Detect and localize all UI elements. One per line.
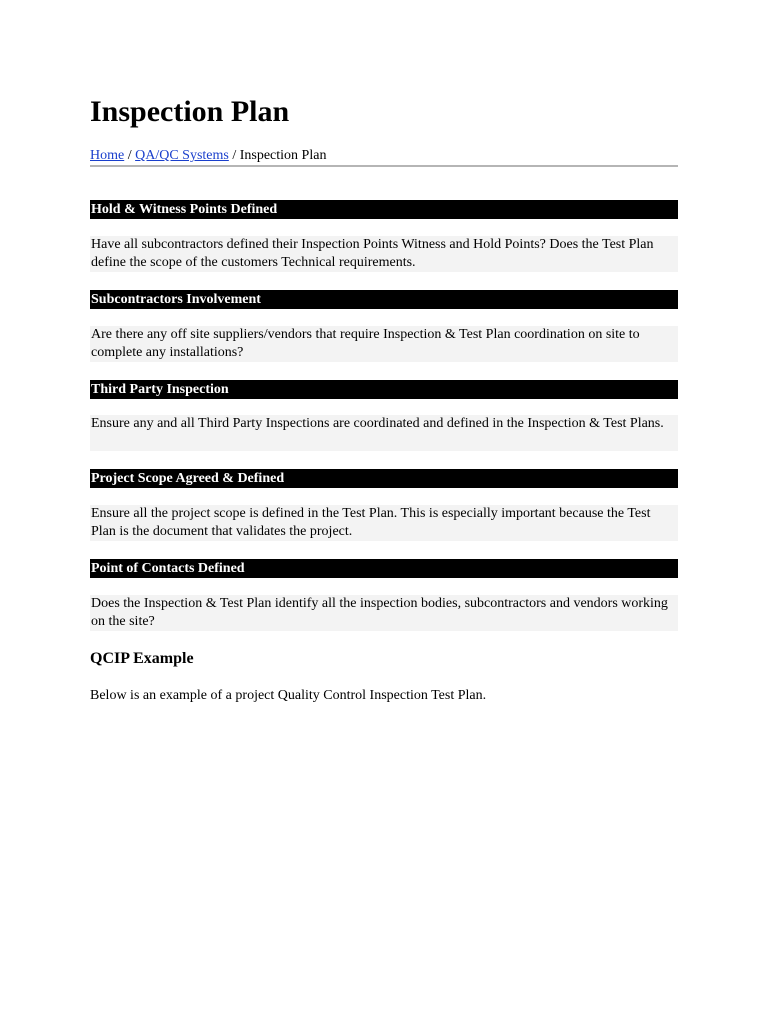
section-heading-project-scope: Project Scope Agreed & Defined (90, 469, 678, 488)
example-heading: QCIP Example (90, 650, 194, 667)
breadcrumb-separator: / (228, 148, 240, 163)
section-heading-hold-witness: Hold & Witness Points Defined (90, 200, 678, 219)
breadcrumb-home-link[interactable]: Home (90, 148, 125, 163)
section-heading-third-party: Third Party Inspection (90, 380, 678, 399)
breadcrumb-qaqc-link[interactable]: QA/QC Systems (135, 148, 229, 163)
section-body-point-of-contacts: Does the Inspection & Test Plan identify all the inspection bodies, subcontractors and vendors working on the site? (90, 595, 678, 631)
example-text: Below is an example of a project Quality Control Inspection Test Plan. (90, 688, 487, 703)
breadcrumb (90, 147, 678, 167)
section-body-hold-witness: Have all subcontractors defined their Inspection Points Witness and Hold Points? Does the Test Plan define the scope of the customers Technical requirements. (90, 236, 678, 272)
section-body-third-party: Ensure any and all Third Party Inspections are coordinated and defined in the Inspection & Test Plans. (90, 415, 678, 451)
page-title: Inspection Plan (90, 95, 290, 128)
breadcrumb-current: Inspection Plan (239, 148, 327, 163)
section-body-subcontractors: Are there any off site suppliers/vendors that require Inspection & Test Plan coordination on site to complete any installations? (90, 326, 678, 362)
section-heading-point-of-contacts: Point of Contacts Defined (90, 559, 678, 578)
section-body-project-scope: Ensure all the project scope is defined in the Test Plan. This is especially important because the Test Plan is the document that validates the project. (90, 505, 678, 541)
breadcrumb-separator: / (124, 148, 136, 163)
section-heading-subcontractors: Subcontractors Involvement (90, 290, 678, 309)
